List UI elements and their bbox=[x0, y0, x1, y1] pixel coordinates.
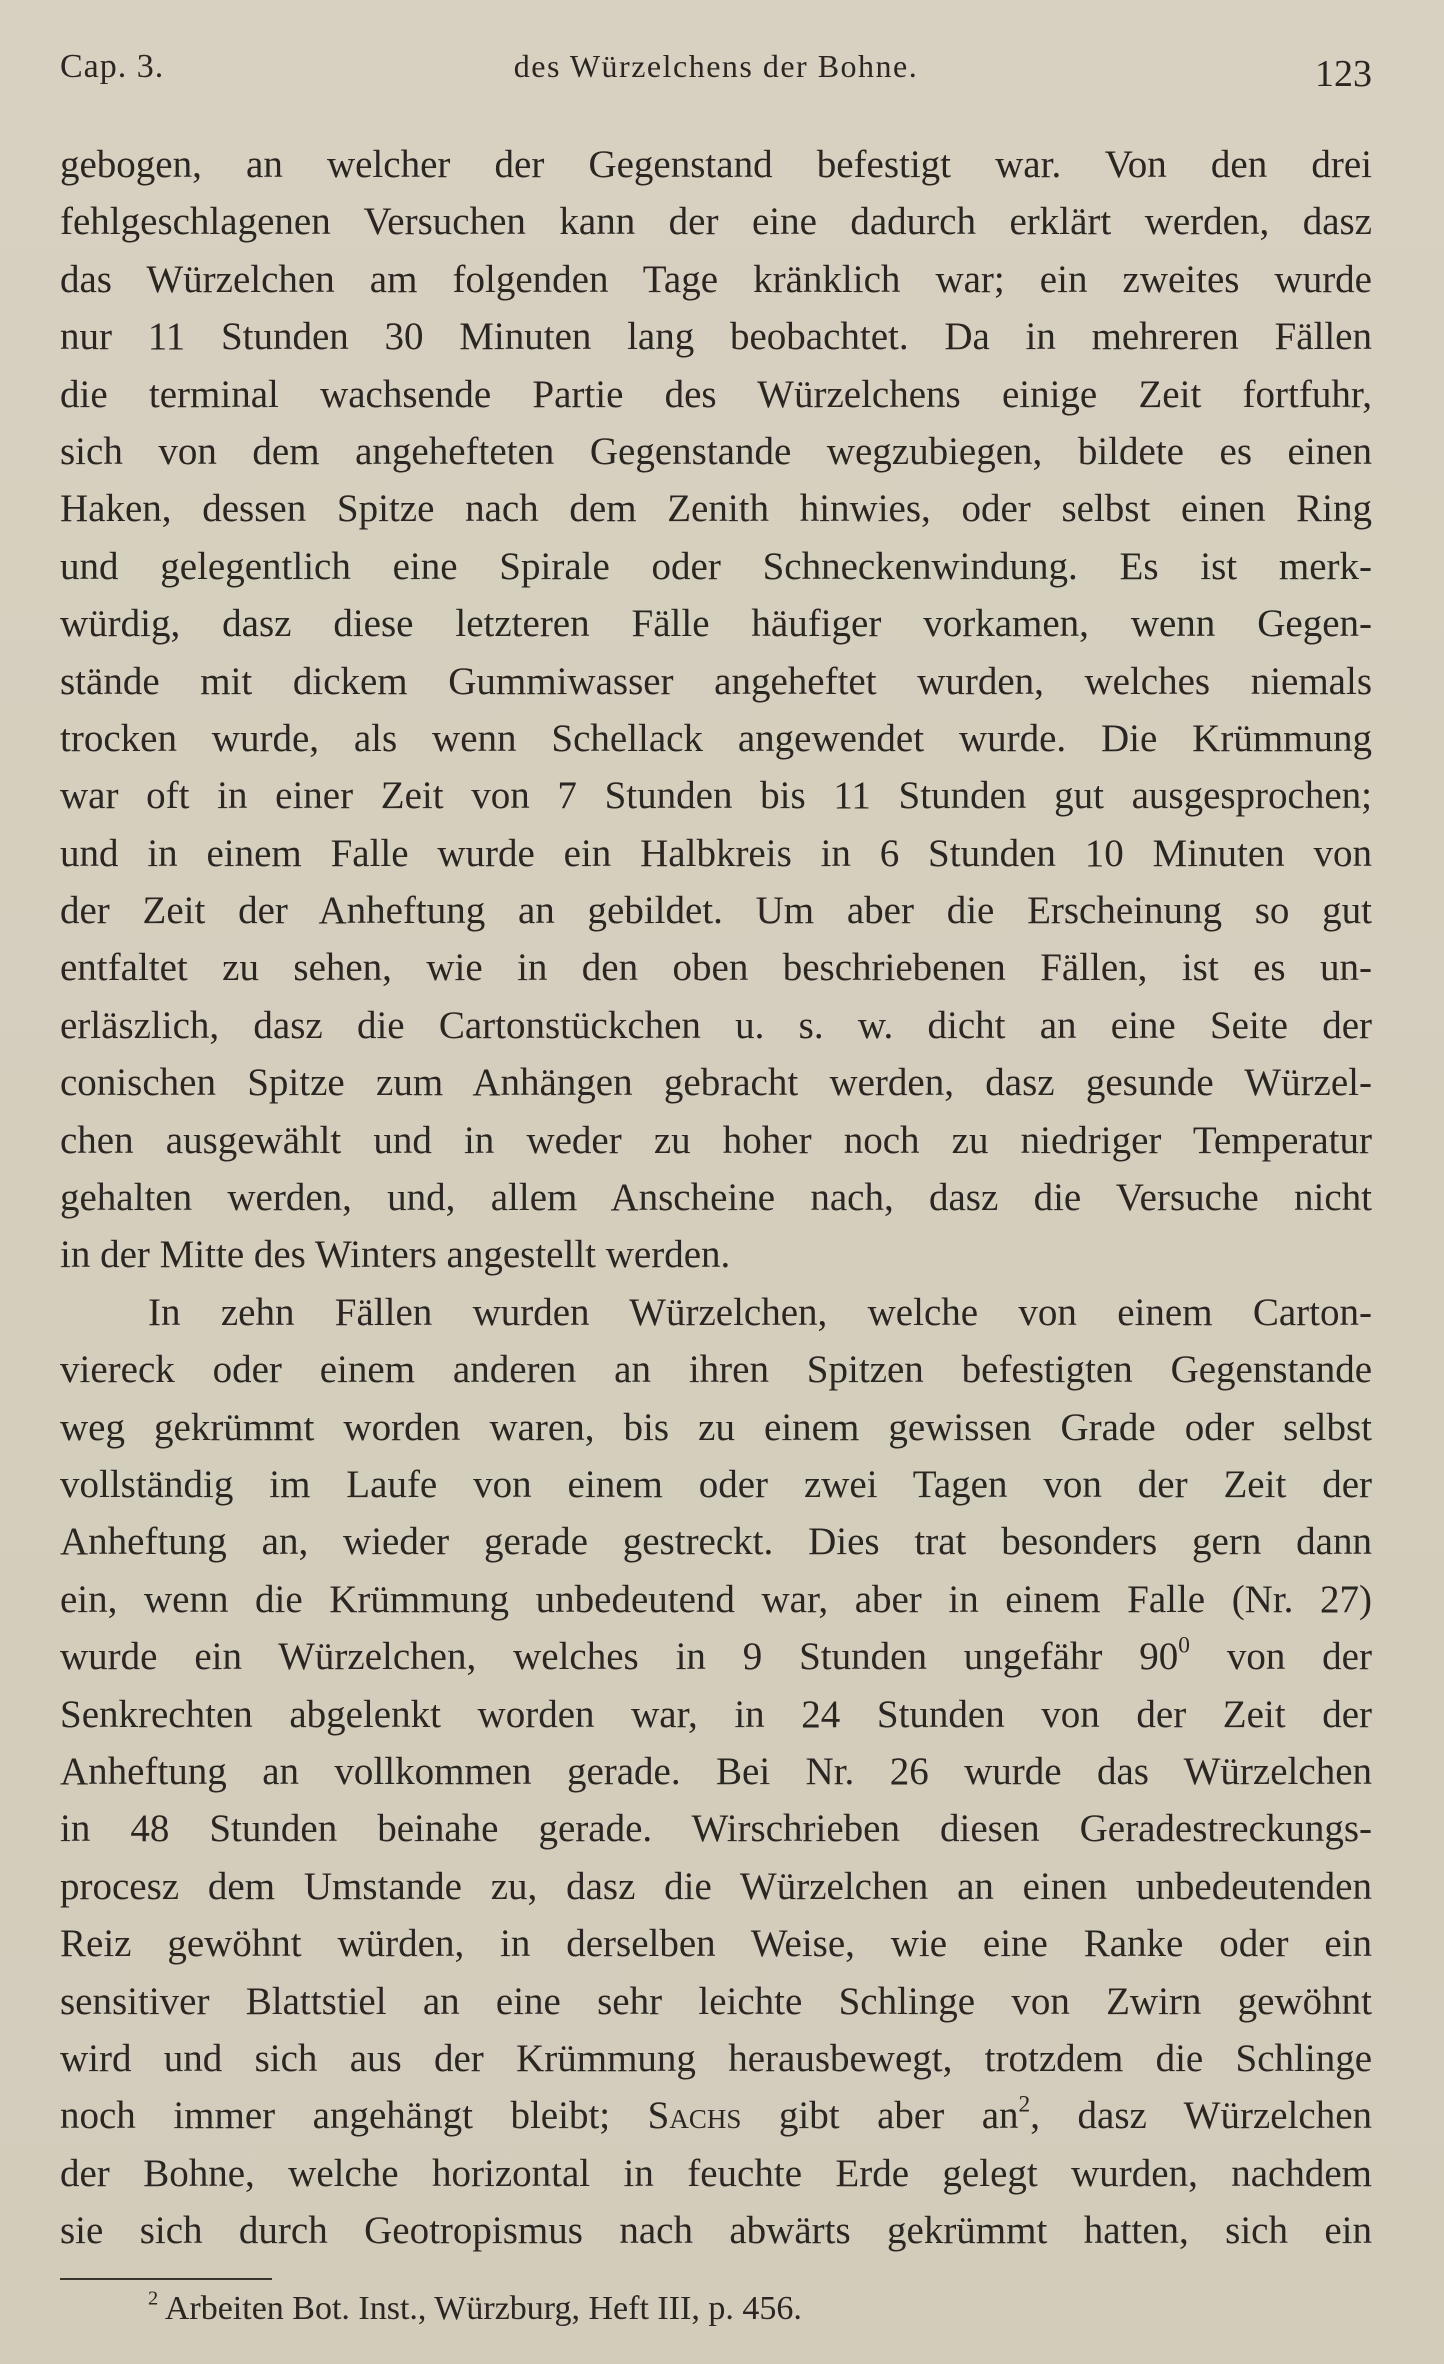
text-line: war oft in einer Zeit von 7 Stunden bis 11 Stunden gut ausgesprochen; bbox=[60, 774, 1372, 818]
text-line: viereck oder einem anderen an ihren Spitzen befestigten Gegenstande bbox=[60, 1348, 1372, 1392]
text-line: trocken wurde, als wenn Schellack angewendet wurde. Die Krümmung bbox=[60, 716, 1372, 760]
text-line: ein, wenn die Krümmung unbedeutend war, aber in einem Falle (Nr. 27) bbox=[60, 1577, 1372, 1621]
text-line: weg gekrümmt worden waren, bis zu einem gewissen Grade oder selbst bbox=[60, 1405, 1372, 1449]
line-text-rest: von der bbox=[1226, 1635, 1372, 1679]
text-line: Reiz gewöhnt würden, in derselben Weise, wie eine Ranke oder ein bbox=[60, 1922, 1372, 1966]
line-text-tail: , dasz Würzelchen bbox=[1030, 2094, 1372, 2138]
text-line: würdig, dasz diese letzteren Fälle häufiger vorkamen, wenn Gegen- bbox=[60, 602, 1372, 646]
text-line: die terminal wachsende Partie des Würzelchens einige Zeit fortfuhr, bbox=[60, 372, 1372, 416]
line-text-mid: gibt aber an bbox=[778, 2094, 1019, 2138]
text-line: nur 11 Stunden 30 Minuten lang beobachtet. Da in mehreren Fällen bbox=[60, 315, 1372, 359]
text-line: und in einem Falle wurde ein Halbkreis in 6 Stunden 10 Minuten von bbox=[60, 831, 1372, 875]
text-line-degree bbox=[60, 1628, 1372, 1685]
footnote bbox=[148, 2287, 802, 2328]
text-line: conischen Spitze zum Anhängen gebracht werden, dasz gesunde Würzel- bbox=[60, 1061, 1372, 1105]
text-line: sich von dem angehefteten Gegenstande wegzubiegen, bildete es einen bbox=[60, 429, 1372, 473]
text-line: entfaltet zu sehen, wie in den oben beschriebenen Fällen, ist es un- bbox=[60, 946, 1372, 990]
text-line: Anheftung an, wieder gerade gestreckt. Dies trat besonders gern dann bbox=[60, 1520, 1372, 1564]
body-text bbox=[60, 136, 1372, 2259]
text-line: der Bohne, welche horizontal in feuchte Erde gelegt wurden, nachdem bbox=[60, 2151, 1372, 2195]
text-line: der Zeit der Anheftung an gebildet. Um aber die Erscheinung so gut bbox=[60, 889, 1372, 933]
text-line: sensitiver Blattstiel an eine sehr leichte Schlinge von Zwirn gewöhnt bbox=[60, 1979, 1372, 2023]
page-number: 123 bbox=[1315, 53, 1372, 95]
text-line: sie sich durch Geotropismus nach abwärts gekrümmt hatten, sich ein bbox=[60, 2209, 1372, 2253]
footnote-divider bbox=[60, 2278, 272, 2280]
footnote-reference: 2 bbox=[1018, 2091, 1031, 2118]
text-line: in 48 Stunden beinahe gerade. Wirschrieben diesen Geradestreckungs- bbox=[60, 1807, 1372, 1851]
page-header bbox=[60, 44, 1372, 94]
text-line: Haken, dessen Spitze nach dem Zenith hinwies, oder selbst einen Ring bbox=[60, 487, 1372, 531]
line-text: wurde ein Würzelchen, welches in 9 Stunden ungefähr 90 bbox=[60, 1635, 1179, 1679]
text-line: erläszlich, dasz die Cartonstückchen u. s. w. dicht an eine Seite der bbox=[60, 1003, 1372, 1047]
paragraph-end-line: in der Mitte des Winters angestellt werden. bbox=[60, 1233, 731, 1277]
text-line: das Würzelchen am folgenden Tage kränklich war; ein zweites wurde bbox=[60, 257, 1372, 301]
running-title: des Würzelchens der Bohne. bbox=[513, 48, 919, 84]
text-line: procesz dem Umstande zu, dasz die Würzelchen an einen unbedeutenden bbox=[60, 1864, 1372, 1908]
text-line-footnote-ref bbox=[60, 2087, 1372, 2144]
degree-superscript: 0 bbox=[1178, 1632, 1190, 1659]
text-line: gebogen, an welcher der Gegenstand befestigt war. Von den drei bbox=[60, 143, 1372, 186]
paragraph-start-line: In zehn Fällen wurden Würzelchen, welche von einem Carton- bbox=[148, 1290, 1372, 1334]
text-line: fehlgeschlagenen Versuchen kann der eine dadurch erklärt werden, dasz bbox=[60, 200, 1372, 244]
text-line: chen ausgewählt und in weder zu hoher noch zu niedriger Temperatur bbox=[60, 1118, 1372, 1162]
footnote-text: Arbeiten Bot. Inst., Würzburg, Heft III, p. 456. bbox=[164, 2290, 802, 2327]
line-text: noch immer angehängt bleibt; bbox=[60, 2094, 611, 2138]
author-name: Sachs bbox=[647, 2094, 742, 2138]
chapter-label: Cap. 3. bbox=[60, 48, 165, 85]
text-line: vollständig im Laufe von einem oder zwei Tagen von der Zeit der bbox=[60, 1462, 1372, 1506]
footnote-marker: 2 bbox=[148, 2287, 159, 2310]
text-line: wird und sich aus der Krümmung herausbewegt, trotzdem die Schlinge bbox=[60, 2036, 1372, 2080]
text-line: stände mit dickem Gummiwasser angeheftet wurden, welches niemals bbox=[60, 659, 1372, 703]
text-line: Anheftung an vollkommen gerade. Bei Nr. 26 wurde das Würzelchen bbox=[60, 1749, 1372, 1793]
text-line: und gelegentlich eine Spirale oder Schneckenwindung. Es ist merk- bbox=[60, 544, 1372, 588]
text-line: Senkrechten abgelenkt worden war, in 24 Stunden von der Zeit der bbox=[60, 1692, 1372, 1736]
text-line: gehalten werden, und, allem Anscheine nach, dasz die Versuche nicht bbox=[60, 1176, 1372, 1220]
